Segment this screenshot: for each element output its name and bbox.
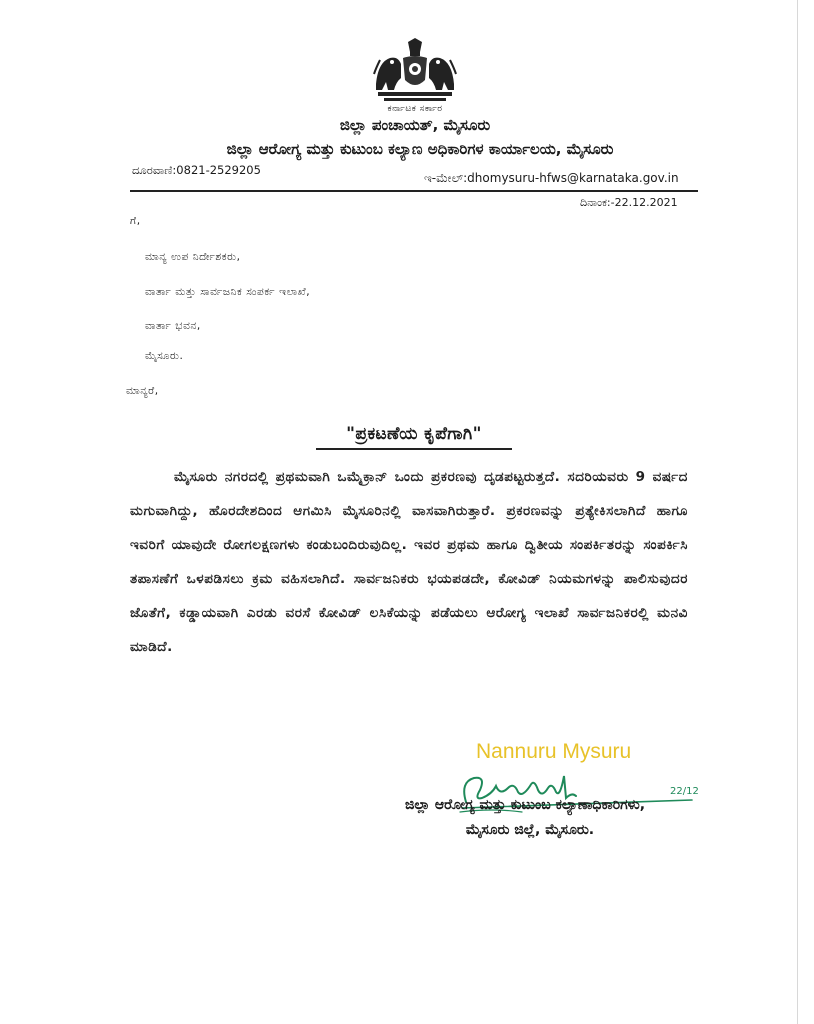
notice-body: ಮೈಸೂರು ನಗರದಲ್ಲಿ ಪ್ರಥಮವಾಗಿ ಒಮೈಕ್ರಾನ್ ಒಂದು ಪ್ರಕರಣವು ದೃಡಪಟ್ಟರುತ್ತದೆ. ಸದರಿಯವರು 9 ವರ್ಷದ ಮಗುವಾಗಿದ್ದು, ಹೊರದೇಶದಿಂದ ಆಗಮಿಸಿ ಮೈಸೂರಿನಲ್ಲಿ ವಾಸವಾಗಿರುತ್ತಾರೆ. ಪ್ರಕರಣವನ್ನು ಪ್ರತ್ಯೇಕಿಸಲಾಗಿದೆ ಹಾಗೂ ಇವರಿಗೆ ಯಾವುದೇ ರೋಗಲಕ್ಷಣಗಳು ಕಂಡುಬಂದಿರುವುದಿಲ್ಲ. ಇವರ ಪ್ರಥಮ ಹಾಗೂ ದ್ವಿತೀಯ ಸಂಪರ್ಕಿತರನ್ನು ಸಂಪರ್ಕಿಸಿ ತಪಾಸಣೆಗೆ ಒಳಪಡಿಸಲು ಕ್ರಮ ವಹಿಸಲಾಗಿದೆ. ಸಾರ್ವಜನಿಕರು ಭಯಪಡದೇ, ಕೋವಿಡ್ ನಿಯಮಗಳನ್ನು ಪಾಲಿಸುವುದರ ಜೊತೆಗೆ, ಕಡ್ಡಾಯವಾಗಿ ಎರಡು ವರಸೆ ಕೋವಿಡ್ ಲಸಿಕೆಯನ್ನು ಪಡೆಯಲು ಆರೋಗ್ಯ ಇಲಾಖೆ ಸಾರ್ವಜನಿಕರಲ್ಲಿ ಮನವಿ ಮಾಡಿದೆ. (130, 469, 688, 655)
signature-date: 22/12 (670, 786, 699, 797)
phone-number: ದೂರವಾಣಿ:0821-2529205 (132, 163, 261, 177)
signatory-designation: ಜಿಲ್ಲಾ ಆರೋಗ್ಯ ಮತ್ತು ಕುಟುಂಬ ಕಲ್ಯಾಣಾಧಿಕಾರಿಗಳು, (404, 797, 646, 813)
recipient-line-2: ವಾರ್ತಾ ಮತ್ತು ಸಾರ್ವಜನಿಕ ಸಂಪರ್ಕ ಇಲಾಖೆ, (145, 286, 311, 298)
email-address: ಇ-ಮೇಲ್:dhomysuru-hfws@karnataka.gov.in (424, 171, 679, 185)
page-edge-line (797, 0, 798, 1024)
signatory-place: ಮೈಸೂರು ಜಿಲ್ಲೆ, ಮೈಸೂರು. (465, 822, 595, 838)
watermark-text: Nannuru Mysuru (476, 740, 632, 763)
title-underline (316, 448, 512, 450)
government-name: ಕರ್ನಾಟಕ ಸರ್ಕಾರ (387, 104, 443, 114)
recipient-line-3: ವಾರ್ತಾ ಭವನ, (145, 320, 201, 332)
state-emblem-icon (368, 38, 462, 106)
recipient-line-4: ಮೈಸೂರು. (145, 350, 184, 362)
panchayat-name: ಜಿಲ್ಲಾ ಪಂಚಾಯತ್, ಮೈಸೂರು (339, 116, 491, 134)
recipient-line-1: ಮಾನ್ಯ ಉಪ ನಿರ್ದೇಶಕರು, (145, 251, 241, 263)
office-name: ಜಿಲ್ಲಾ ಆರೋಗ್ಯ ಮತ್ತು ಕುಟುಂಬ ಕಲ್ಯಾಣ ಅಧಿಕಾರಿಗಳ ಕಾರ್ಯಾಲಯ, ಮೈಸೂರು (226, 140, 614, 158)
recipient-to: ಗೆ, (130, 215, 141, 227)
letterhead-divider (130, 190, 698, 192)
notice-title: "ಪ್ರಕಟಣೆಯ ಕೃಪೆಗಾಗಿ" (346, 424, 482, 444)
letter-date: ದಿನಾಂಕ:-22.12.2021 (580, 196, 678, 209)
salutation: ಮಾನ್ಯರೆ, (126, 385, 159, 397)
